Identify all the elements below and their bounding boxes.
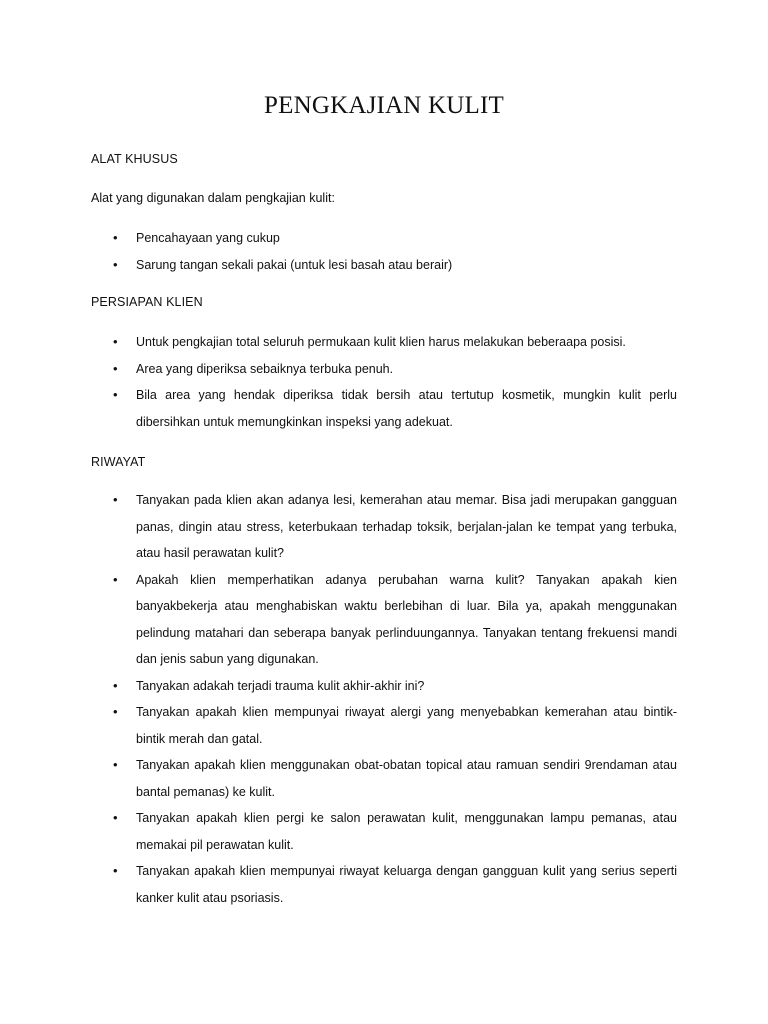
list-item: • Sarung tangan sekali pakai (untuk lesi basah atau berair) <box>91 252 677 279</box>
list-item: • Tanyakan pada klien akan adanya lesi, kemerahan atau memar. Bisa jadi merupakan gangguan panas, dingin atau stress, keterbukaan terhadap toksik, berjalan-jalan ke tempat yang terbuka, atau hasil perawatan kulit? <box>91 487 677 567</box>
list-item: • Tanyakan apakah klien mempunyai riwayat alergi yang menyebabkan kemerahan atau bintik-bintik merah dan gatal. <box>91 699 677 752</box>
bullet-list-riwayat <box>91 487 677 911</box>
list-item: • Apakah klien memperhatikan adanya perubahan warna kulit? Tanyakan apakah kien banyakbekerja atau menghabiskan waktu berlebihan di luar. Bila ya, apakah menggunakan pelindung matahari dan seberapa banyak perlinduungannya. Tanyakan tentang frekuensi mandi dan jenis sabun yang digunakan. <box>91 567 677 673</box>
list-item: • Untuk pengkajian total seluruh permukaan kulit klien harus melakukan beberaapa posisi. <box>91 329 677 356</box>
document-title: PENGKAJIAN KULIT <box>264 92 504 119</box>
list-item: • Tanyakan apakah klien mempunyai riwayat keluarga dengan gangguan kulit yang serius seperti kanker kulit atau psoriasis. <box>91 858 677 911</box>
section-heading-riwayat: RIWAYAT <box>91 455 146 469</box>
bullet-list-alat-khusus <box>91 225 677 278</box>
section-intro: Alat yang digunakan dalam pengkajian kulit: <box>91 191 335 205</box>
bullet-list-persiapan-klien <box>91 329 677 435</box>
list-item: • Pencahayaan yang cukup <box>91 225 677 252</box>
list-item: • Area yang diperiksa sebaiknya terbuka penuh. <box>91 356 677 383</box>
section-heading-alat-khusus: ALAT KHUSUS <box>91 152 178 166</box>
section-heading-persiapan-klien: PERSIAPAN KLIEN <box>91 295 203 309</box>
list-item: • Bila area yang hendak diperiksa tidak bersih atau tertutup kosmetik, mungkin kulit perlu dibersihkan untuk memungkinkan inspeksi yang adekuat. <box>91 382 677 435</box>
list-item: • Tanyakan apakah klien menggunakan obat-obatan topical atau ramuan sendiri 9rendaman atau bantal pemanas) ke kulit. <box>91 752 677 805</box>
list-item: • Tanyakan apakah klien pergi ke salon perawatan kulit, menggunakan lampu pemanas, atau memakai pil perawatan kulit. <box>91 805 677 858</box>
list-item: • Tanyakan adakah terjadi trauma kulit akhir-akhir ini? <box>91 673 677 700</box>
